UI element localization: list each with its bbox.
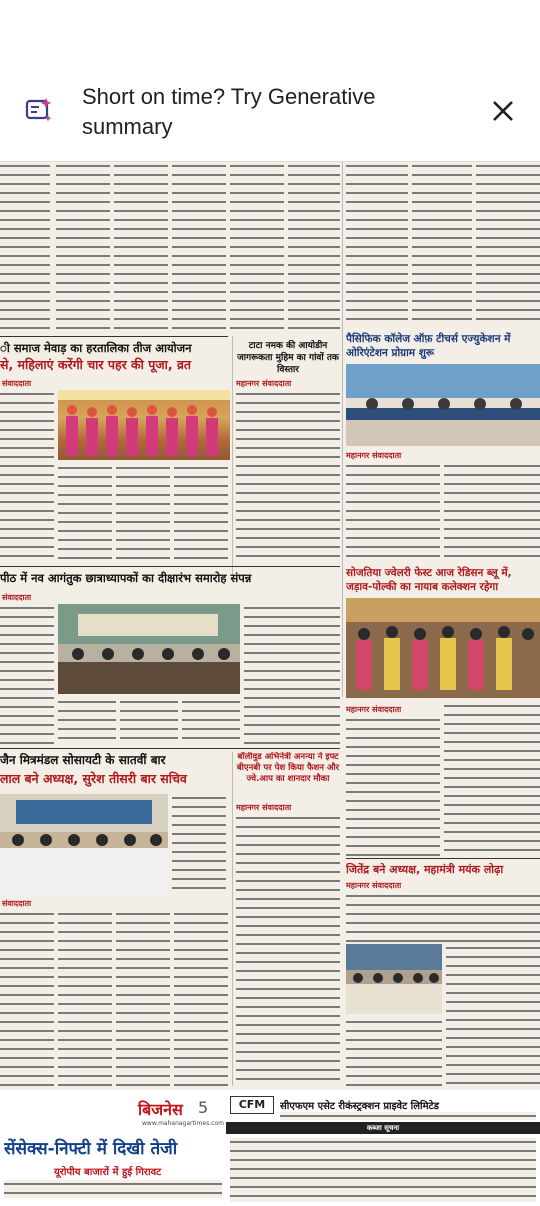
text-column [244, 604, 340, 744]
text-column [56, 162, 110, 332]
jain-byline: संवाददाता [2, 899, 32, 908]
text-column [172, 162, 226, 332]
business-label: बिजनेस [138, 1100, 183, 1119]
text-column [58, 464, 112, 562]
salt-headline: टाटा नमक की आयोडीन जागरूकता मुहिम का गांवों तक विस्तार [237, 341, 339, 375]
jitendra-photo [346, 944, 442, 1014]
cfm-logo: CFM [230, 1096, 274, 1114]
site-url: www.mahanagartimes.com [142, 1120, 224, 1127]
jitendra-byline: महानगर संवाददाता [346, 881, 402, 890]
salt-byline: महानगर संवाददाता [236, 379, 292, 388]
newspaper-page [0, 162, 540, 1206]
orientation-photo [58, 604, 240, 694]
text-column [444, 462, 540, 562]
jain-subhead: लाल बने अध्यक्ष, सुरेश तीसरी बार सचिव [0, 771, 187, 786]
text-column [476, 162, 540, 327]
text-column [4, 1180, 222, 1198]
text-column [230, 162, 284, 332]
text-column [116, 464, 170, 562]
orientation-byline: संवाददाता [2, 593, 32, 602]
text-column [444, 702, 540, 856]
banner-title[interactable]: Short on time? Try Generative summary [82, 84, 376, 139]
ananya-byline: महानगर संवाददाता [236, 803, 292, 812]
business-subhead: यूरोपीय बाजारों में हुई गिरावट [54, 1167, 162, 1178]
text-column [0, 390, 54, 562]
jitendra-headline: जितेंद्र बने अध्यक्ष, महामंत्री मयंक लोढ़ा [346, 863, 504, 876]
pacific-byline: महानगर संवाददाता [346, 451, 402, 460]
text-column [58, 910, 112, 1086]
pacific-headline: पैसिफिक कॉलेज ऑफ़ टीचर्स एज्युकेशन में ओरिएंटेशन प्रोग्राम शुरू [346, 333, 511, 359]
teej-headline: ी समाज मेवाड़ का हरतालिका तीज आयोजन [0, 341, 192, 355]
cfm-company: सीएफएम एसेट रीकंस्ट्रक्शन प्राइवेट लिमिटेड [280, 1101, 439, 1112]
text-column [230, 1138, 536, 1202]
pacific-photo [346, 364, 540, 446]
text-column [346, 462, 440, 562]
page-number: 5 [198, 1098, 209, 1117]
text-column [280, 1112, 536, 1120]
sojatia-byline: महानगर संवाददाता [346, 705, 402, 714]
close-icon[interactable] [490, 98, 516, 124]
text-column [174, 910, 228, 1086]
text-column [114, 162, 168, 332]
text-column [0, 162, 50, 332]
sojatia-photo [346, 598, 540, 698]
business-section [0, 1090, 226, 1206]
cfm-notice-title: कब्जा सूचना [226, 1122, 540, 1134]
text-column [236, 390, 340, 562]
text-column [346, 1018, 442, 1086]
text-column [346, 716, 440, 856]
text-column [412, 162, 472, 327]
teej-byline: संवाददाता [2, 379, 32, 388]
text-column [0, 604, 54, 744]
text-column [182, 698, 240, 744]
text-column [0, 910, 54, 1086]
orientation-headline: पीठ में नव आगंतुक छात्राध्यापकों का दीक्षारंभ समारोह संपन्न [0, 571, 252, 585]
jain-photo [0, 794, 168, 894]
business-headline: सेंसेक्स-निफ्टी में दिखी तेजी [4, 1139, 178, 1159]
text-column [116, 910, 170, 1086]
text-column [172, 794, 226, 894]
ananya-headline: बॉलीवुड अभिनेत्री अनन्या ने इफ्ट बीएनबी पर पेश किया फैशन और ज्वे.आप का शानदार मौका [236, 752, 340, 784]
text-column [346, 162, 408, 327]
teej-photo [58, 390, 230, 460]
text-column [120, 698, 178, 744]
text-column [174, 464, 228, 562]
text-column [288, 162, 340, 332]
text-column [346, 892, 540, 942]
jain-headline: जैन मित्रमंडल सोसायटी के सातवीं बार [0, 753, 166, 767]
cfm-notice [226, 1090, 540, 1206]
teej-subhead: से, महिलाएं करेंगी चार पहर की पूजा, व्रत [0, 357, 192, 372]
sojatia-headline: सोजतिया ज्वेलरी फेस्ट आज रेडिसन ब्लू में, जड़ाव-पोल्की का नायाब कलेक्शन रहेगा [346, 567, 512, 593]
text-column [58, 698, 116, 744]
text-column [446, 944, 540, 1086]
text-column [236, 814, 340, 1086]
generative-ai-icon [24, 96, 54, 126]
summary-banner[interactable] [0, 0, 540, 162]
